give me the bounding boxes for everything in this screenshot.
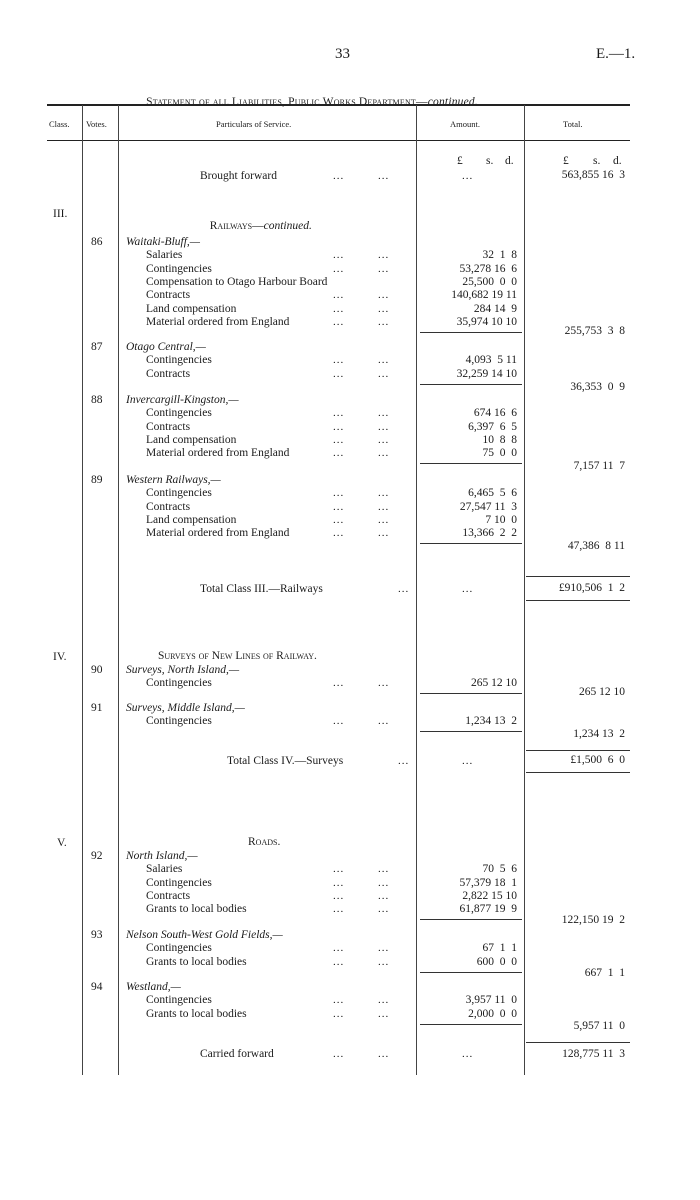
unit-s-total: s. <box>593 155 601 167</box>
item-amount: 13,366 2 2 <box>462 527 517 539</box>
carried-forward-total: 128,775 11 3 <box>562 1048 625 1060</box>
col-rule-particulars <box>416 105 417 1075</box>
item-amount: 27,547 11 3 <box>459 501 517 513</box>
vote-number: 94 <box>91 981 103 993</box>
item-dots: ... ... <box>333 677 390 689</box>
item-amount: 25,500 0 0 <box>462 276 517 288</box>
item-dots: ... ... <box>333 263 390 275</box>
brought-forward-dots: ... ... <box>333 170 390 182</box>
vote-subtotal-rule <box>420 543 522 544</box>
vote-total: 5,957 11 0 <box>573 1020 625 1032</box>
item-label: Contingencies <box>146 263 212 275</box>
vote-number: 93 <box>91 929 103 941</box>
item-amount: 284 14 9 <box>473 303 517 315</box>
header-total: Total. <box>563 119 583 129</box>
item-label: Contracts <box>146 368 191 380</box>
item-amount: 61,877 19 9 <box>459 903 517 915</box>
item-label: Contingencies <box>146 715 212 727</box>
vote-number: 89 <box>91 474 103 486</box>
item-dots: ... ... <box>333 527 390 539</box>
item-amount: 53,278 16 6 <box>459 263 517 275</box>
item-dots: ... ... <box>333 289 390 301</box>
vote-subtotal-rule <box>420 731 522 732</box>
vote-name: Surveys, Middle Island,— <box>126 702 245 714</box>
item-label: Contingencies <box>146 354 212 366</box>
item-dots: ... ... <box>333 249 390 261</box>
item-amount: 57,379 18 1 <box>459 877 517 889</box>
vote-name: Surveys, North Island,— <box>126 664 240 676</box>
class-5-roman: V. <box>57 837 67 849</box>
item-label: Grants to local bodies <box>146 956 247 968</box>
vote-total: 667 1 1 <box>584 967 625 979</box>
item-amount: 70 5 6 <box>482 863 517 875</box>
item-amount: 6,465 5 6 <box>468 487 517 499</box>
table-top-rule <box>47 104 630 106</box>
vote-number: 90 <box>91 664 103 676</box>
vote-number: 87 <box>91 341 103 353</box>
class-4-total-rule-bottom <box>526 772 630 773</box>
item-amount: 10 8 8 <box>482 434 517 446</box>
vote-name: Otago Central,— <box>126 341 206 353</box>
item-dots: ... ... <box>333 942 390 954</box>
item-amount: 265 12 10 <box>471 677 517 689</box>
item-amount: 7 10 0 <box>485 514 517 526</box>
class-3-total-rule-top <box>526 576 630 577</box>
class-3-heading-cont: continued. <box>263 220 312 232</box>
item-label: Contingencies <box>146 407 212 419</box>
brought-forward-label: Brought forward <box>200 170 277 182</box>
item-label: Contingencies <box>146 942 212 954</box>
class-3-heading <box>204 208 312 232</box>
item-dots: ... ... <box>333 501 390 513</box>
vote-number: 88 <box>91 394 103 406</box>
item-amount: 32 1 8 <box>482 249 517 261</box>
item-dots: ... ... <box>333 368 390 380</box>
document-code: E.—1. <box>596 46 636 62</box>
item-amount: 2,822 15 10 <box>462 890 517 902</box>
item-dots: ... ... <box>333 303 390 315</box>
header-bottom-rule <box>47 140 630 141</box>
item-dots: ... ... <box>333 956 390 968</box>
unit-pound-total: £ <box>563 155 569 167</box>
class-5-heading: Roads. <box>248 836 281 848</box>
class-4-total-amount-dots: ... <box>462 755 474 767</box>
title-main: Statement of all Liabilities, Public Works Department— <box>146 96 428 108</box>
class-3-total-amount-dots: ... <box>462 583 474 595</box>
item-amount: 2,000 0 0 <box>468 1008 517 1020</box>
item-dots: ... ... <box>333 715 390 727</box>
vote-name: Nelson South-West Gold Fields,— <box>126 929 283 941</box>
class-3-roman: III. <box>53 208 68 220</box>
vote-subtotal-rule <box>420 1024 522 1025</box>
class-4-total-dots: ... <box>398 755 410 767</box>
class-3-total-dots: ... <box>398 583 410 595</box>
vote-subtotal-rule <box>420 463 522 464</box>
vote-name: Waitaki-Bluff,— <box>126 236 201 248</box>
vote-total: 265 12 10 <box>579 686 625 698</box>
vote-total: 47,386 8 11 <box>567 540 625 552</box>
item-label: Salaries <box>146 863 183 875</box>
header-votes: Votes. <box>86 119 107 129</box>
vote-subtotal-rule <box>420 332 522 333</box>
item-label: Contracts <box>146 501 191 513</box>
vote-total: 255,753 3 8 <box>564 325 625 337</box>
item-label: Material ordered from England <box>146 447 290 459</box>
item-label: Compensation to Otago Harbour Board <box>146 276 328 288</box>
col-rule-class <box>82 105 83 1075</box>
item-label: Contracts <box>146 289 191 301</box>
unit-pound-amount: £ <box>457 155 463 167</box>
item-dots: ... ... <box>333 487 390 499</box>
item-amount: 32,259 14 10 <box>456 368 517 380</box>
unit-s-amount: s. <box>486 155 494 167</box>
item-dots: ... ... <box>333 1008 390 1020</box>
col-rule-votes <box>118 105 119 1075</box>
col-rule-amount <box>524 105 525 1075</box>
class-4-heading: Surveys of New Lines of Railway. <box>158 650 317 662</box>
item-dots: ... ... <box>333 877 390 889</box>
item-amount: 3,957 11 0 <box>465 994 517 1006</box>
item-label: Land compensation <box>146 514 237 526</box>
class-3-total-label: Total Class III.—Railways <box>200 583 323 595</box>
item-label: Grants to local bodies <box>146 903 247 915</box>
title-continued: continued. <box>427 96 478 108</box>
class-3-total: £910,506 1 2 <box>558 582 625 594</box>
vote-total: 1,234 13 2 <box>573 728 625 740</box>
item-label: Material ordered from England <box>146 527 290 539</box>
carried-forward-label: Carried forward <box>200 1048 274 1060</box>
item-dots: ... ... <box>333 407 390 419</box>
carried-forward-rule <box>526 1042 630 1043</box>
vote-total: 7,157 11 7 <box>573 460 625 472</box>
vote-name: Invercargill-Kingston,— <box>126 394 239 406</box>
unit-d-total: d. <box>613 155 622 167</box>
vote-total: 122,150 19 2 <box>561 914 625 926</box>
header-particulars: Particulars of Service. <box>216 119 292 129</box>
item-label: Land compensation <box>146 434 237 446</box>
item-dots: ... ... <box>333 421 390 433</box>
vote-total: 36,353 0 9 <box>570 381 625 393</box>
class-4-total: £1,500 6 0 <box>570 754 625 766</box>
item-label: Contingencies <box>146 487 212 499</box>
item-dots: ... ... <box>333 447 390 459</box>
item-label: Grants to local bodies <box>146 1008 247 1020</box>
brought-forward-total: 563,855 16 3 <box>561 169 625 181</box>
vote-subtotal-rule <box>420 693 522 694</box>
page-number: 33 <box>335 46 350 62</box>
item-amount: 6,397 6 5 <box>468 421 517 433</box>
class-4-total-rule-top <box>526 750 630 751</box>
item-amount: 35,974 10 10 <box>456 316 517 328</box>
item-amount: 140,682 19 11 <box>451 289 517 301</box>
item-amount: 4,093 5 11 <box>465 354 517 366</box>
item-label: Contingencies <box>146 877 212 889</box>
vote-name: Westland,— <box>126 981 181 993</box>
carried-forward-amount-dots: ... <box>462 1048 474 1060</box>
item-amount: 674 16 6 <box>473 407 517 419</box>
item-dots: ... ... <box>333 316 390 328</box>
item-dots: ... ... <box>333 514 390 526</box>
class-4-total-label: Total Class IV.—Surveys <box>227 755 344 767</box>
header-class: Class. <box>49 119 70 129</box>
item-dots: ... ... <box>333 434 390 446</box>
vote-subtotal-rule <box>420 384 522 385</box>
item-label: Salaries <box>146 249 183 261</box>
item-label: Material ordered from England <box>146 316 290 328</box>
item-amount: 67 1 1 <box>482 942 517 954</box>
item-dots: ... ... <box>333 903 390 915</box>
vote-number: 92 <box>91 850 103 862</box>
item-label: Contracts <box>146 421 191 433</box>
class-3-total-rule-bottom <box>526 600 630 601</box>
header-amount: Amount. <box>450 119 480 129</box>
class-3-heading-text: Railways— <box>209 220 264 232</box>
item-label: Contracts <box>146 890 191 902</box>
carried-forward-dots: ... ... <box>333 1048 390 1060</box>
item-dots: ... ... <box>333 354 390 366</box>
item-amount: 600 0 0 <box>476 956 517 968</box>
item-dots: ... ... <box>333 863 390 875</box>
item-dots: ... ... <box>333 994 390 1006</box>
vote-name: North Island,— <box>126 850 198 862</box>
vote-number: 86 <box>91 236 103 248</box>
item-amount: 75 0 0 <box>482 447 517 459</box>
class-4-roman: IV. <box>53 651 67 663</box>
unit-d-amount: d. <box>505 155 514 167</box>
item-dots: ... ... <box>333 890 390 902</box>
vote-subtotal-rule <box>420 919 522 920</box>
item-label: Contingencies <box>146 994 212 1006</box>
item-label: Land compensation <box>146 303 237 315</box>
item-amount: 1,234 13 2 <box>465 715 517 727</box>
vote-subtotal-rule <box>420 972 522 973</box>
vote-number: 91 <box>91 702 103 714</box>
brought-forward-amount-dots: ... <box>462 170 474 182</box>
item-label: Contingencies <box>146 677 212 689</box>
vote-name: Western Railways,— <box>126 474 221 486</box>
